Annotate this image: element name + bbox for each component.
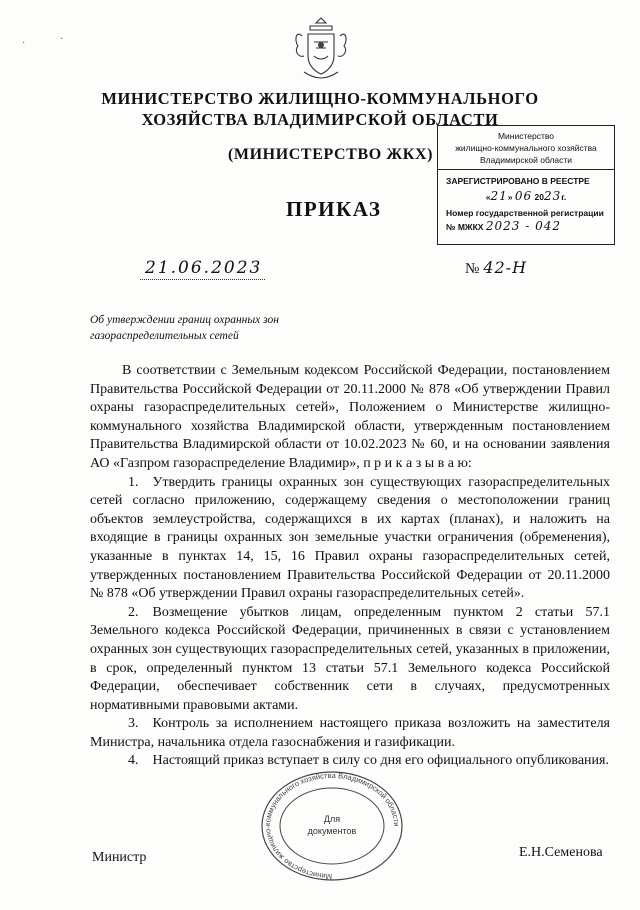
- official-seal: [258, 770, 406, 882]
- stamp-organization: [438, 126, 614, 170]
- stamp-org-line2: жилищно-коммунального хозяйства: [455, 143, 597, 153]
- order-number-prefix: №: [465, 261, 480, 277]
- stamp-reg-number: [446, 220, 606, 234]
- order-item-2: 2. Возмещение убытков лицам, определенным пунктом 2 статьи 57.1 Земельного кодекса Российской Федерации, причиненных в связи с установлением охранных зон существующих газораспределительных сетей, указанных в приложении, в срок, определенный пунктом 13 статьи 57.1 Земельного кодекса Российской Федерации, обеспечивает собственник сети в случаях, предусмотренных нормативными правовыми актами.: [90, 604, 610, 713]
- order-body: [90, 362, 610, 771]
- signature-role: Министр: [92, 850, 147, 865]
- scan-speck: ·: [22, 38, 26, 49]
- coat-of-arms-emblem: [290, 12, 352, 82]
- stamp-registration-date: «21» 06 2023г.: [485, 189, 567, 203]
- order-date: 21.06.2023: [145, 258, 263, 278]
- order-item-1: 1. Утвердить границы охранных зон существующих газораспределительных сетей согласно приложению, содержащему сведения о местоположении границ объектов землеустройства, содержащихся в их картах (планах), и наложить на входящие в границы охранных зон земельные участки ограничения (обременения), указанные в пунктах 14, 15, 16 Правил охраны газораспределительных сетей, утвержденных постановлением Правительства Российской Федерации от 20.11.2000 № 878 «Об утверждении Правил охраны газораспределительных сетей».: [90, 474, 610, 602]
- order-number-value: 42-Н: [483, 258, 528, 277]
- order-number: [465, 258, 527, 278]
- stamp-reg-number-label: Номер государственной регистрации: [446, 208, 604, 218]
- stamp-reg-number-value: 2023 - 042: [485, 219, 561, 233]
- stamp-date-year: 23: [543, 189, 562, 203]
- ministry-short-name: (МИНИСТЕРСТВО ЖКХ): [228, 146, 434, 163]
- stamp-date-suffix: г.: [561, 192, 567, 202]
- seal-ring-text: Министерство жилищно-коммунального хозяйства Владимирской области: [263, 770, 402, 882]
- stamp-reg-number-prefix: № МЖКХ: [446, 222, 484, 232]
- registration-stamp: [437, 125, 615, 245]
- stamp-registered-label: ЗАРЕГИСТРИРОВАНО В РЕЕСТРЕ: [446, 176, 590, 186]
- document-type-title: ПРИКАЗ: [286, 197, 382, 221]
- order-item-4: 4. Настоящий приказ вступает в силу со дня его официального опубликования.: [128, 753, 609, 769]
- stamp-registration-block: [438, 170, 614, 239]
- signature-name: Е.Н.Семенова: [519, 845, 603, 860]
- stamp-date-month: 06: [514, 189, 533, 203]
- seal-center-line2: документов: [307, 826, 357, 836]
- stamp-date-day: 21: [490, 189, 508, 203]
- order-date-underline: [140, 279, 265, 280]
- order-subject: Об утверждении границ охранных зон газораспределительных сетей: [90, 314, 279, 342]
- ministry-name-line1: МИНИСТЕРСТВО ЖИЛИЩНО-КОММУНАЛЬНОГО: [101, 89, 539, 108]
- ministry-name: [100, 88, 540, 130]
- stamp-org-line1: Министерство: [497, 131, 555, 141]
- scan-speck: ·: [60, 34, 64, 45]
- stamp-date-year-prefix: 20: [534, 192, 544, 202]
- order-item-3: 3. Контроль за исполнением настоящего приказа возложить на заместителя Министра, начальника отдела газоснабжения и газификации.: [90, 716, 610, 750]
- stamp-org-line3: Владимирской области: [479, 155, 573, 165]
- preamble-paragraph: В соответствии с Земельным кодексом Российской Федерации, постановлением Правительства Российской Федерации от 20.11.2000 № 878 «Об утверждении Правил охраны газораспределительных сетей», Положением о Министерстве жилищно-коммунального хозяйства Владимирской области, утвержденным постановлением Правительства Владимирской области от 10.02.2023 № 60, и на основании заявления АО «Газпром газораспределение Владимир», п р и к а з ы в а ю:: [90, 363, 610, 471]
- seal-center-line1: Для: [323, 814, 341, 824]
- ministry-name-line2: ХОЗЯЙСТВА ВЛАДИМИРСКОЙ ОБЛАСТИ: [141, 110, 499, 129]
